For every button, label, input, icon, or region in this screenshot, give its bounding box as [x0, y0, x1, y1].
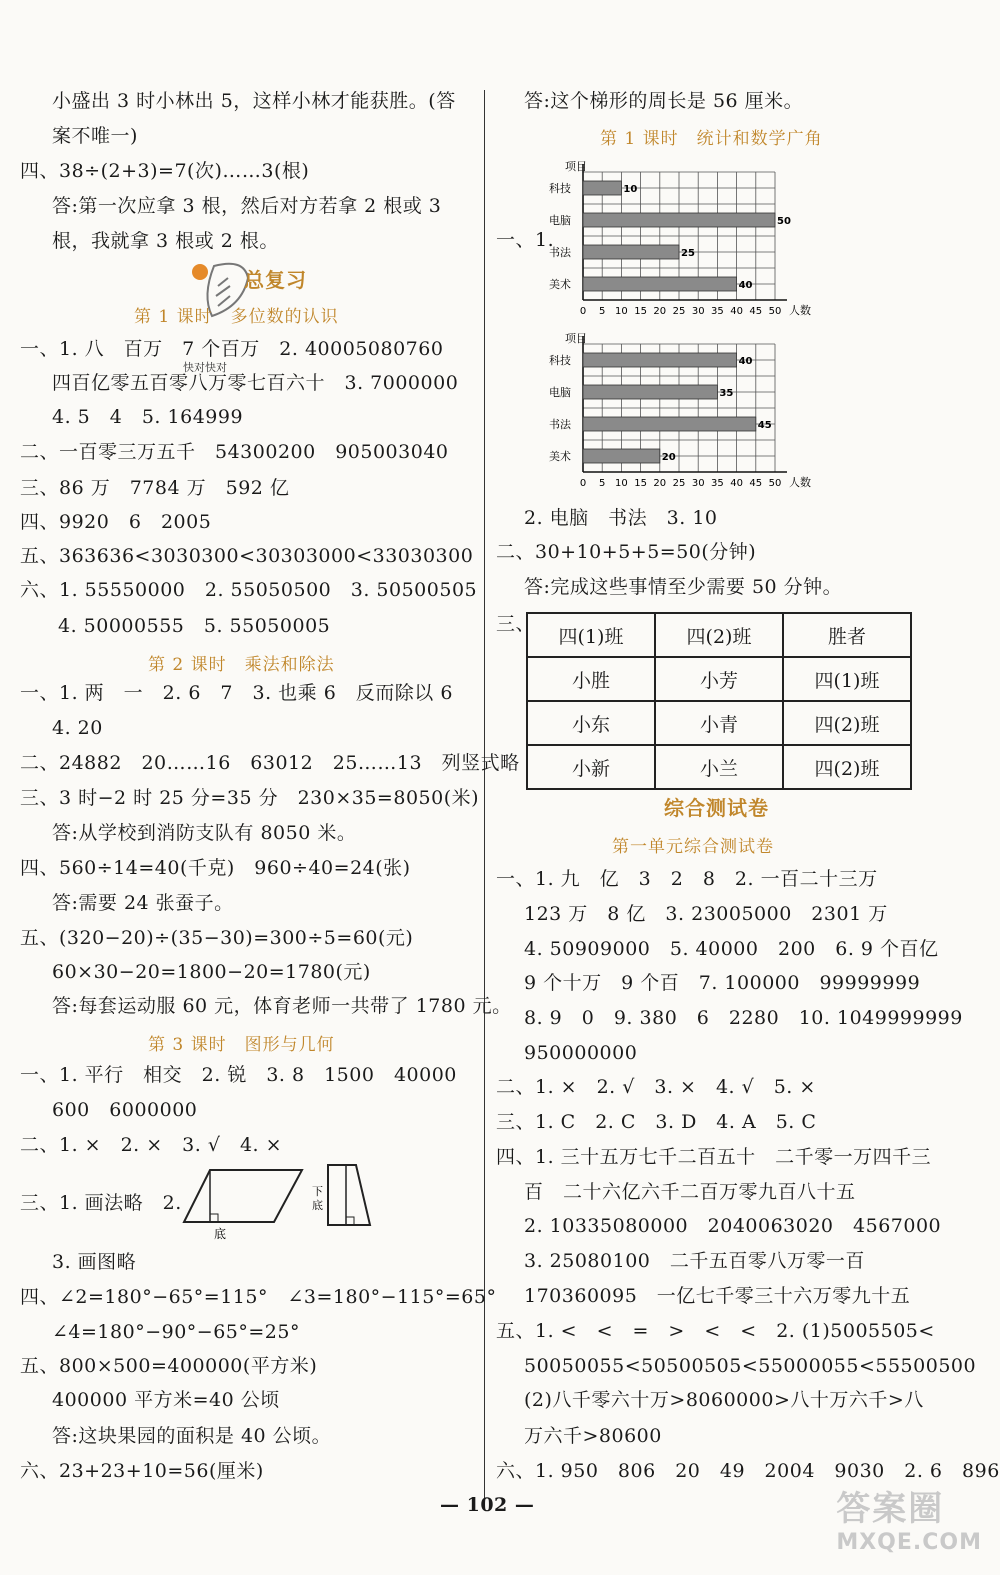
text-line: 一、1. 八 百万 7 个百万 2. 40005080760: [20, 338, 444, 360]
text-line: 2. 电脑 书法 3. 10: [524, 507, 718, 529]
watermark-title: 答案圈: [836, 1489, 945, 1529]
x-tick-label: 30: [691, 306, 705, 317]
text-line: 小盛出 3 时小林出 5，这样小林才能获胜。(答: [52, 90, 456, 112]
text-line: 400000 平方米=40 公顷: [52, 1389, 280, 1411]
text-line: 170360095 一亿七千零三十六万零九十五: [524, 1285, 911, 1307]
text-line: 六、1. 55550000 2. 55050500 3. 50500505: [20, 579, 478, 601]
bar: [583, 245, 679, 259]
table-cell: 四(1)班: [783, 657, 911, 701]
category-label: 美术: [549, 278, 571, 291]
text-line: 8. 9 0 9. 380 6 2280 10. 1049999999: [524, 1007, 963, 1029]
bar-value-label: 25: [681, 248, 695, 259]
text-line: 五、363636<3030300<30303000<33030300: [20, 545, 474, 567]
table-cell: 胜者: [783, 613, 911, 657]
x-tick-label: 45: [749, 478, 763, 489]
x-tick-label: 50: [768, 306, 782, 317]
text-line: 600 6000000: [52, 1099, 198, 1121]
table-cell: 小东: [527, 701, 655, 745]
table-cell: 四(1)班: [527, 613, 655, 657]
text-line: 三、: [496, 613, 536, 635]
category-label: 科技: [549, 182, 571, 195]
text-line: 答:每套运动服 60 元，体育老师一共带了 1780 元。: [52, 995, 512, 1017]
lesson1b-heading: 第 1 课时 统计和数学广角: [600, 129, 823, 149]
bar-value-label: 20: [661, 452, 676, 463]
text-line: 4. 50909000 5. 40000 200 6. 9 个百亿: [524, 938, 939, 960]
text-line: 一、1.: [496, 229, 555, 251]
watermark-url: MXQE.COM: [836, 1530, 982, 1555]
table-cell: 小胜: [527, 657, 655, 701]
x-tick-label: 15: [634, 478, 647, 489]
bar-value-label: 35: [719, 388, 734, 399]
comprehensive-title: 综合测试卷: [664, 796, 769, 820]
text-line: 二、30+10+5+5=50(分钟): [496, 541, 757, 563]
y-axis-label: 项目: [565, 332, 587, 345]
unit1-heading: 第一单元综合测试卷: [612, 837, 774, 857]
text-line: 二、1. × 2. √ 3. × 4. √ 5. ×: [496, 1076, 816, 1098]
table-row: [527, 701, 911, 745]
text-line: 二、24882 20……16 63012 25……13 列竖式略: [20, 752, 520, 774]
text-line: 一、1. 平行 相交 2. 锐 3. 8 1500 40000: [20, 1064, 457, 1086]
text-line: 答:这块果园的面积是 40 公顷。: [52, 1425, 332, 1447]
bar-value-label: 45: [757, 420, 772, 431]
x-tick-label: 5: [599, 478, 606, 489]
text-line: 答:完成这些事情至少需要 50 分钟。: [524, 576, 843, 598]
x-tick-label: 10: [615, 306, 628, 317]
text-line: 五、1. < < = > < < 2. (1)5005505<: [496, 1320, 935, 1342]
bar-value-label: 50: [777, 216, 791, 227]
bar: [583, 417, 756, 431]
text-line: 一、1. 两 一 2. 6 7 3. 也乘 6 反而除以 6: [20, 682, 453, 704]
text-line: 根，我就拿 3 根或 2 根。: [52, 230, 279, 252]
text-line: 四百亿零五百零八万零七百六十 3. 7000000: [52, 372, 459, 394]
bar-chart-2: [545, 330, 811, 498]
text-line: 四、560÷14=40(千克) 960÷40=24(张): [20, 857, 411, 879]
category-label: 电脑: [549, 386, 571, 399]
x-axis-label: 人数: [789, 304, 811, 317]
x-tick-label: 20: [653, 478, 667, 489]
bar-value-label: 40: [738, 356, 753, 367]
text-line: (2)八千零六十万>8060000>八十万六千>八: [524, 1389, 924, 1411]
trapezoid-figure: [310, 1163, 380, 1243]
table-cell: 小青: [655, 701, 783, 745]
text-line: 四、∠2=180°−65°=115° ∠3=180°−115°=65°: [20, 1286, 497, 1308]
text-line: 4. 5 4 5. 164999: [52, 406, 244, 428]
table-row: [527, 745, 911, 789]
results-table: [526, 612, 912, 790]
bar: [583, 353, 737, 367]
page-number: — 102 —: [440, 1494, 535, 1516]
bar: [583, 277, 737, 291]
text-line: 950000000: [524, 1042, 638, 1064]
x-tick-label: 5: [599, 306, 606, 317]
x-tick-label: 35: [711, 478, 724, 489]
base-label: 底: [214, 1227, 227, 1241]
x-tick-label: 30: [691, 478, 705, 489]
text-line: 六、23+23+10=56(厘米): [20, 1460, 264, 1482]
text-line: 万六千>80600: [524, 1425, 662, 1447]
x-tick-label: 20: [653, 306, 667, 317]
bar: [583, 181, 621, 195]
x-tick-label: 35: [711, 306, 724, 317]
x-tick-label: 25: [672, 306, 686, 317]
text-line: 答:从学校到消防支队有 8050 米。: [52, 822, 357, 844]
text-line: 2. 10335080000 2040063020 4567000: [524, 1215, 942, 1237]
x-tick-label: 45: [749, 306, 763, 317]
lesson3-heading: 第 3 课时 图形与几何: [148, 1035, 335, 1055]
text-line: 三、1. C 2. C 3. D 4. A 5. C: [496, 1111, 817, 1133]
text-line: 案不唯一): [52, 125, 138, 147]
text-line: 3. 25080100 二千五百零八万零一百: [524, 1250, 865, 1272]
text-line: 4. 20: [52, 717, 103, 739]
parallelogram-figure: [180, 1162, 310, 1242]
table-cell: 小兰: [655, 745, 783, 789]
category-label: 科技: [549, 354, 571, 367]
text-line: 五、(320−20)÷(35−30)=300÷5=60(元): [20, 927, 414, 949]
y-axis-label: 项目: [565, 160, 587, 173]
bar: [583, 213, 775, 227]
text-line: 二、一百零三万五千 54300200 905003040: [20, 441, 449, 463]
text-line: 二、1. × 2. × 3. √ 4. ×: [20, 1134, 283, 1156]
x-tick-label: 40: [730, 306, 743, 317]
text-line: 答:第一次应拿 3 根，然后对方若拿 2 根或 3: [52, 195, 442, 217]
table-cell: 小新: [527, 745, 655, 789]
bar: [583, 385, 717, 399]
category-label: 电脑: [549, 214, 571, 227]
bar-value-label: 40: [738, 280, 753, 291]
category-label: 书法: [549, 418, 571, 431]
x-tick-label: 40: [730, 478, 743, 489]
text-line: 答:这个梯形的周长是 56 厘米。: [524, 90, 804, 112]
bar: [583, 449, 660, 463]
category-label: 书法: [549, 246, 571, 259]
text-line: 60×30−20=1800−20=1780(元): [52, 961, 371, 983]
text-line: 四、9920 6 2005: [20, 511, 212, 533]
text-line: 123 万 8 亿 3. 23005000 2301 万: [524, 903, 888, 925]
svg-text:下: 下: [312, 1185, 323, 1198]
lesson2-heading: 第 2 课时 乘法和除法: [148, 655, 335, 675]
table-cell: 四(2)班: [655, 613, 783, 657]
x-tick-label: 25: [672, 478, 686, 489]
svg-text:底: 底: [312, 1199, 323, 1212]
category-label: 美术: [549, 450, 571, 463]
bar-value-label: 10: [623, 184, 638, 195]
text-line: 4. 50000555 5. 55050005: [58, 615, 331, 637]
sticker-text: 快对快对: [183, 361, 227, 374]
text-line: 50050055<50500505<55000055<55500500: [524, 1355, 977, 1377]
table-header-row: [527, 613, 911, 657]
text-line: 答:需要 24 张蚕子。: [52, 892, 234, 914]
x-tick-label: 0: [579, 306, 587, 317]
table-cell: 小芳: [655, 657, 783, 701]
watermark: [836, 1481, 982, 1555]
text-line: ∠4=180°−90°−65°=25°: [52, 1321, 300, 1343]
text-line: 9 个十万 9 个百 7. 100000 99999999: [524, 972, 921, 994]
text-line: 3. 画图略: [52, 1251, 137, 1273]
text-line: 四、1. 三十五万七千二百五十 二千零一万四千三: [496, 1146, 932, 1168]
text-line: 一、1. 九 亿 3 2 8 2. 一百二十三万: [496, 868, 878, 890]
text-line: 六、1. 950 806 20 49 2004 9030 2. 6 896: [496, 1460, 1000, 1482]
text-line: 三、3 时−2 时 25 分=35 分 230×35=8050(米): [20, 787, 480, 809]
x-tick-label: 15: [634, 306, 647, 317]
text-line: 五、800×500=400000(平方米): [20, 1355, 318, 1377]
x-axis-label: 人数: [789, 476, 811, 489]
text-line: 三、86 万 7784 万 592 亿: [20, 477, 290, 499]
x-tick-label: 10: [615, 478, 628, 489]
lesson1-heading: 第 1 课时 多位数的认识: [134, 307, 339, 327]
text-line: 百 二十六亿六千二百万零九百八十五: [524, 1181, 856, 1203]
x-tick-label: 0: [579, 478, 587, 489]
bar-chart-1: [545, 158, 811, 326]
text-line: 三、1. 画法略 2.: [20, 1192, 182, 1214]
x-tick-label: 50: [768, 478, 782, 489]
table-cell: 四(2)班: [783, 701, 911, 745]
text-line: 四、38÷(2+3)=7(次)……3(根): [20, 160, 310, 182]
table-cell: 四(2)班: [783, 745, 911, 789]
table-row: [527, 657, 911, 701]
review-title: 总复习: [244, 268, 307, 292]
